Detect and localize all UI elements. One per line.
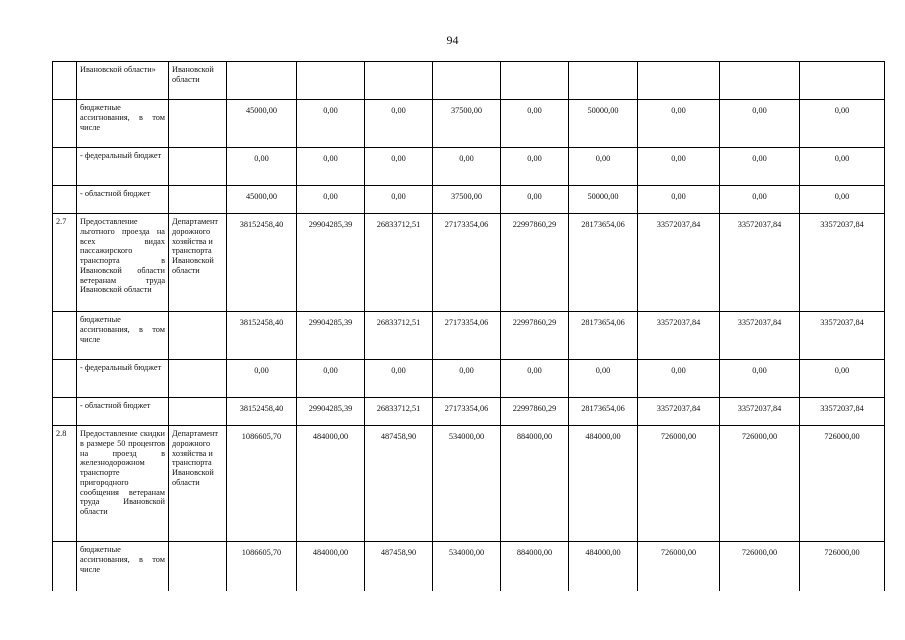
row-value-cell: 0,00 bbox=[800, 186, 885, 214]
row-description-cell: бюджетные ассигнования, в том числе bbox=[77, 542, 169, 592]
row-value-cell: 484000,00 bbox=[297, 542, 365, 592]
row-value-cell: 22997860,29 bbox=[501, 312, 569, 360]
row-index-cell bbox=[53, 312, 77, 360]
row-value-cell: 0,00 bbox=[720, 148, 800, 186]
row-executor-cell bbox=[169, 312, 227, 360]
row-index-cell bbox=[53, 398, 77, 426]
table-row bbox=[53, 398, 885, 426]
row-description-cell: бюджетные ассигнования, в том числе bbox=[77, 100, 169, 148]
row-executor-cell: Департамент дорожного хозяйства и транспорта Ивановской области bbox=[169, 214, 227, 312]
row-value-cell: 0,00 bbox=[800, 360, 885, 398]
row-value-cell: 0,00 bbox=[365, 360, 433, 398]
row-value-cell bbox=[720, 62, 800, 100]
row-index-cell bbox=[53, 62, 77, 100]
row-value-cell: 33572037,84 bbox=[800, 398, 885, 426]
row-value-cell: 534000,00 bbox=[433, 542, 501, 592]
table-row bbox=[53, 542, 885, 592]
row-value-cell: 0,00 bbox=[720, 100, 800, 148]
row-value-cell: 0,00 bbox=[800, 148, 885, 186]
row-value-cell: 38152458,40 bbox=[227, 312, 297, 360]
row-value-cell: 0,00 bbox=[800, 100, 885, 148]
row-executor-cell bbox=[169, 398, 227, 426]
row-value-cell: 484000,00 bbox=[569, 542, 638, 592]
row-executor-cell bbox=[169, 186, 227, 214]
row-index-cell: 2.7 bbox=[53, 214, 77, 312]
table-row bbox=[53, 148, 885, 186]
row-value-cell: 0,00 bbox=[569, 148, 638, 186]
row-description-cell: Предоставление льготного проезда на всех видах пассажирского транспорта в Ивановской области ветеранам труда Ивановской области bbox=[77, 214, 169, 312]
row-executor-cell bbox=[169, 148, 227, 186]
row-description-cell: - областной бюджет bbox=[77, 186, 169, 214]
row-value-cell: 0,00 bbox=[569, 360, 638, 398]
row-value-cell: 0,00 bbox=[501, 360, 569, 398]
row-description-cell: - федеральный бюджет bbox=[77, 148, 169, 186]
row-value-cell bbox=[365, 62, 433, 100]
row-value-cell: 33572037,84 bbox=[638, 214, 720, 312]
row-executor-cell bbox=[169, 100, 227, 148]
row-value-cell: 0,00 bbox=[501, 186, 569, 214]
row-value-cell: 0,00 bbox=[638, 186, 720, 214]
row-value-cell: 726000,00 bbox=[800, 542, 885, 592]
row-description-cell: Предоставление скидки в размере 50 процентов на проезд в железнодорожном транспорте пригородного сообщения ветеранам труда Ивановской области bbox=[77, 426, 169, 542]
row-value-cell: 0,00 bbox=[433, 360, 501, 398]
table-row bbox=[53, 62, 885, 100]
row-index-cell: 2.8 bbox=[53, 426, 77, 542]
row-value-cell: 29904285,39 bbox=[297, 312, 365, 360]
row-value-cell: 0,00 bbox=[297, 360, 365, 398]
row-value-cell: 33572037,84 bbox=[800, 214, 885, 312]
row-value-cell: 45000,00 bbox=[227, 186, 297, 214]
row-description-cell: - федеральный бюджет bbox=[77, 360, 169, 398]
row-value-cell: 38152458,40 bbox=[227, 398, 297, 426]
table-row bbox=[53, 360, 885, 398]
row-value-cell: 0,00 bbox=[501, 148, 569, 186]
row-value-cell: 33572037,84 bbox=[720, 214, 800, 312]
row-value-cell: 1086605,70 bbox=[227, 542, 297, 592]
table-row bbox=[53, 214, 885, 312]
row-value-cell bbox=[800, 62, 885, 100]
row-value-cell: 884000,00 bbox=[501, 542, 569, 592]
table-row bbox=[53, 426, 885, 542]
row-value-cell: 484000,00 bbox=[569, 426, 638, 542]
row-value-cell: 22997860,29 bbox=[501, 398, 569, 426]
row-value-cell: 0,00 bbox=[365, 186, 433, 214]
row-value-cell: 484000,00 bbox=[297, 426, 365, 542]
page-number: 94 bbox=[446, 33, 459, 47]
row-executor-cell bbox=[169, 360, 227, 398]
row-value-cell: 534000,00 bbox=[433, 426, 501, 542]
row-value-cell bbox=[569, 62, 638, 100]
row-index-cell bbox=[53, 186, 77, 214]
row-value-cell: 726000,00 bbox=[638, 542, 720, 592]
row-index-cell bbox=[53, 100, 77, 148]
row-value-cell: 0,00 bbox=[433, 148, 501, 186]
row-value-cell: 22997860,29 bbox=[501, 214, 569, 312]
row-executor-cell bbox=[169, 542, 227, 592]
row-value-cell: 0,00 bbox=[638, 148, 720, 186]
row-value-cell: 28173654,06 bbox=[569, 214, 638, 312]
row-value-cell: 27173354,06 bbox=[433, 398, 501, 426]
row-value-cell: 0,00 bbox=[227, 148, 297, 186]
row-value-cell: 29904285,39 bbox=[297, 214, 365, 312]
row-value-cell: 33572037,84 bbox=[720, 398, 800, 426]
row-value-cell: 50000,00 bbox=[569, 100, 638, 148]
row-value-cell: 726000,00 bbox=[800, 426, 885, 542]
row-value-cell: 0,00 bbox=[720, 360, 800, 398]
row-value-cell bbox=[227, 62, 297, 100]
row-executor-cell: Департамент дорожного хозяйства и транспорта Ивановской области bbox=[169, 426, 227, 542]
row-value-cell: 0,00 bbox=[638, 360, 720, 398]
row-value-cell: 26833712,51 bbox=[365, 214, 433, 312]
table-row bbox=[53, 312, 885, 360]
row-value-cell: 27173354,06 bbox=[433, 214, 501, 312]
row-value-cell: 0,00 bbox=[297, 100, 365, 148]
row-value-cell: 487458,90 bbox=[365, 426, 433, 542]
row-value-cell: 0,00 bbox=[720, 186, 800, 214]
row-value-cell: 0,00 bbox=[638, 100, 720, 148]
row-value-cell: 726000,00 bbox=[638, 426, 720, 542]
row-value-cell: 33572037,84 bbox=[800, 312, 885, 360]
row-value-cell: 38152458,40 bbox=[227, 214, 297, 312]
row-value-cell: 27173354,06 bbox=[433, 312, 501, 360]
row-value-cell bbox=[501, 62, 569, 100]
row-value-cell: 26833712,51 bbox=[365, 398, 433, 426]
row-value-cell: 726000,00 bbox=[720, 542, 800, 592]
row-value-cell: 37500,00 bbox=[433, 100, 501, 148]
row-value-cell: 0,00 bbox=[365, 148, 433, 186]
row-index-cell bbox=[53, 542, 77, 592]
row-value-cell: 28173654,06 bbox=[569, 312, 638, 360]
row-value-cell: 0,00 bbox=[297, 186, 365, 214]
row-value-cell: 0,00 bbox=[227, 360, 297, 398]
row-value-cell: 50000,00 bbox=[569, 186, 638, 214]
row-value-cell: 726000,00 bbox=[720, 426, 800, 542]
row-value-cell: 0,00 bbox=[501, 100, 569, 148]
row-value-cell: 33572037,84 bbox=[720, 312, 800, 360]
row-index-cell bbox=[53, 360, 77, 398]
row-description-cell: - областной бюджет bbox=[77, 398, 169, 426]
row-value-cell: 33572037,84 bbox=[638, 398, 720, 426]
row-description-cell: бюджетные ассигнования, в том числе bbox=[77, 312, 169, 360]
row-value-cell: 45000,00 bbox=[227, 100, 297, 148]
row-value-cell: 0,00 bbox=[365, 100, 433, 148]
row-executor-cell: Ивановской области bbox=[169, 62, 227, 100]
row-value-cell: 28173654,06 bbox=[569, 398, 638, 426]
row-value-cell: 487458,90 bbox=[365, 542, 433, 592]
budget-table bbox=[52, 61, 885, 591]
row-value-cell bbox=[297, 62, 365, 100]
row-value-cell: 884000,00 bbox=[501, 426, 569, 542]
row-value-cell bbox=[433, 62, 501, 100]
table-row bbox=[53, 100, 885, 148]
row-description-cell: Ивановской области» bbox=[77, 62, 169, 100]
row-value-cell: 0,00 bbox=[297, 148, 365, 186]
row-value-cell: 26833712,51 bbox=[365, 312, 433, 360]
row-value-cell: 29904285,39 bbox=[297, 398, 365, 426]
table-row bbox=[53, 186, 885, 214]
row-value-cell: 1086605,70 bbox=[227, 426, 297, 542]
row-value-cell bbox=[638, 62, 720, 100]
row-value-cell: 37500,00 bbox=[433, 186, 501, 214]
row-index-cell bbox=[53, 148, 77, 186]
row-value-cell: 33572037,84 bbox=[638, 312, 720, 360]
